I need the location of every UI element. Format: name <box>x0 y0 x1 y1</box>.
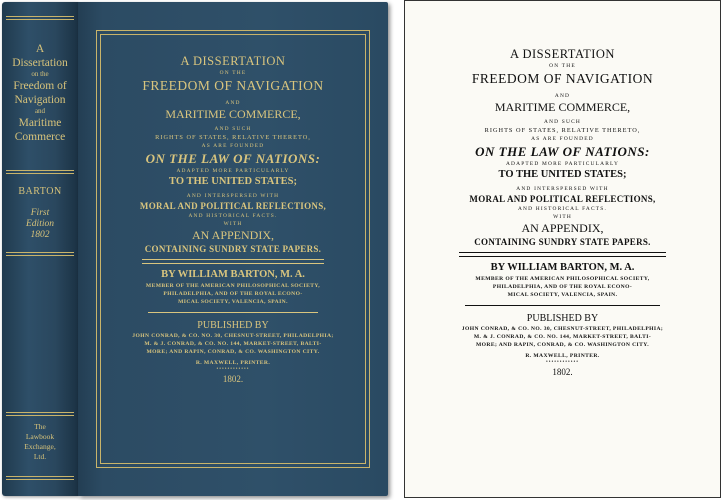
cover-title-block <box>108 54 358 385</box>
spine-rule <box>6 16 74 17</box>
spine-title-line: and <box>34 107 46 115</box>
page-line: PHILADELPHIA, AND OF THE ROYAL ECONO- <box>492 284 633 290</box>
page-rule <box>465 305 660 306</box>
page-author: BY WILLIAM BARTON, M. A. <box>490 262 635 273</box>
page-line: AS ARE FOUNDED <box>531 136 594 142</box>
page-line: ADAPTED MORE PARTICULARLY <box>505 161 620 167</box>
spine-title-line: Dissertation <box>12 57 68 69</box>
cover-line: AND <box>225 100 241 106</box>
page-line: PUBLISHED BY <box>526 313 599 324</box>
spine-rule <box>6 479 74 480</box>
spine-title-line: Navigation <box>14 94 66 106</box>
spine-publisher-line: The <box>34 422 46 431</box>
spine-rule <box>6 173 74 174</box>
cover-line: M. & J. CONRAD, & CO. NO. 144, MARKET-STREET, BALTI- <box>144 341 322 347</box>
page-line: MORE; AND RAPIN, CONRAD, & CO. WASHINGTON CITY. <box>475 342 649 348</box>
spine-title-line: Commerce <box>14 131 66 143</box>
spine-edition <box>2 208 78 241</box>
cover-line: JOHN CONRAD, & CO. NO. 30, CHESNUT-STREET, PHILADELPHIA; <box>132 333 334 339</box>
spine-edition-line: Edition <box>26 219 54 229</box>
page-line: AN APPENDIX, <box>521 221 604 235</box>
spine-publisher-line: Exchange, <box>24 442 56 451</box>
cover-line: CONTAINING SUNDRY STATE PAPERS. <box>144 244 322 254</box>
page-line: TO THE UNITED STATES; <box>498 169 627 180</box>
cover-line: MORE; AND RAPIN, CONRAD, & CO. WASHINGTON CITY. <box>146 349 320 355</box>
page-line: A DISSERTATION <box>510 47 615 61</box>
book-cover <box>78 2 388 496</box>
cover-line: AND SUCH <box>214 126 252 132</box>
cover-line: AND HISTORICAL FACTS. <box>188 213 278 219</box>
page-line: MEMBER OF THE AMERICAN PHILOSOPHICAL SOCIETY, <box>475 276 650 282</box>
cover-line: ADAPTED MORE PARTICULARLY <box>176 168 290 174</box>
page-line: AND <box>554 93 571 99</box>
cover-rule <box>148 312 318 313</box>
spine-title-line: on the <box>31 70 49 78</box>
cover-line: MICAL SOCIETY, VALENCIA, SPAIN. <box>178 299 288 305</box>
spine-rule <box>6 255 74 256</box>
cover-year: 1802. <box>222 374 244 384</box>
spine-rule <box>6 19 74 20</box>
page-year: 1802. <box>552 367 573 377</box>
spine-rule <box>6 412 74 413</box>
page-line: R. MAXWELL, PRINTER. <box>525 353 600 359</box>
page-line: MARITIME COMMERCE, <box>494 100 631 114</box>
page-line: ON THE <box>549 63 576 69</box>
page-rule <box>459 252 666 257</box>
page-line: JOHN CONRAD, & CO. NO. 30, CHESNUT-STREET, PHILADELPHIA; <box>461 326 664 332</box>
cover-line: ON THE <box>219 70 247 76</box>
cover-rule <box>142 259 324 264</box>
cover-line: MARITIME COMMERCE, <box>165 107 301 121</box>
cover-line: WITH <box>223 221 243 227</box>
cover-line: MORAL AND POLITICAL REFLECTIONS, <box>139 201 327 211</box>
cover-line: AND INTERSPERSED WITH <box>186 193 280 199</box>
spine-rule <box>6 170 74 171</box>
title-page-block <box>425 47 700 378</box>
page-line: RIGHTS OF STATES, RELATIVE THERETO, <box>484 127 641 134</box>
cover-line: TO THE UNITED STATES; <box>169 176 297 187</box>
cover-line: PHILADELPHIA, AND OF THE ROYAL ECONO- <box>163 291 303 297</box>
title-page <box>404 0 721 498</box>
spine-author: BARTON <box>18 186 62 197</box>
page-line: MORAL AND POLITICAL REFLECTIONS, <box>469 194 656 204</box>
spine-title <box>2 42 78 144</box>
book-spine <box>2 2 78 496</box>
page-line: FREEDOM OF NAVIGATION <box>471 71 654 86</box>
cover-line: AN APPENDIX, <box>191 228 274 242</box>
page-line: AND INTERSPERSED WITH <box>516 186 609 192</box>
spine-title-line: A <box>35 43 45 55</box>
page-line: ON THE LAW OF NATIONS: <box>475 144 650 159</box>
cover-line: A DISSERTATION <box>180 54 286 68</box>
spine-edition-line: 1802 <box>30 230 50 240</box>
cover-line: RIGHTS OF STATES, RELATIVE THERETO, <box>155 134 311 141</box>
page-line: CONTAINING SUNDRY STATE PAPERS. <box>474 237 651 247</box>
spine-title-line: Maritime <box>18 117 62 129</box>
cover-line: AS ARE FOUNDED <box>201 143 265 149</box>
page-line: AND HISTORICAL FACTS. <box>517 206 608 212</box>
cover-line: •••••••••••• <box>216 367 250 372</box>
spine-edition-line: First <box>30 208 50 218</box>
spine-publisher <box>2 422 78 462</box>
cover-line: R. MAXWELL, PRINTER. <box>195 360 271 366</box>
page-line: AND SUCH <box>543 119 581 125</box>
spine-title-line: Freedom of <box>13 80 67 92</box>
cover-line: ON THE LAW OF NATIONS: <box>145 151 321 166</box>
cover-line: FREEDOM OF NAVIGATION <box>142 78 324 93</box>
page-line: M. & J. CONRAD, & CO. NO. 144, MARKET-STREET, BALTI- <box>473 334 652 340</box>
page-line: WITH <box>553 214 572 220</box>
spine-publisher-line: Lawbook <box>25 432 55 441</box>
page-line: •••••••••••• <box>545 360 579 365</box>
cover-line: PUBLISHED BY <box>197 320 269 331</box>
spine-rule <box>6 415 74 416</box>
cover-line: MEMBER OF THE AMERICAN PHILOSOPHICAL SOCIETY, <box>145 283 321 289</box>
spine-rule <box>6 252 74 253</box>
spine-rule <box>6 476 74 477</box>
cover-author: BY WILLIAM BARTON, M. A. <box>161 269 305 280</box>
spine-publisher-line: Ltd. <box>33 452 47 461</box>
page-line: MICAL SOCIETY, VALENCIA, SPAIN. <box>507 292 618 298</box>
